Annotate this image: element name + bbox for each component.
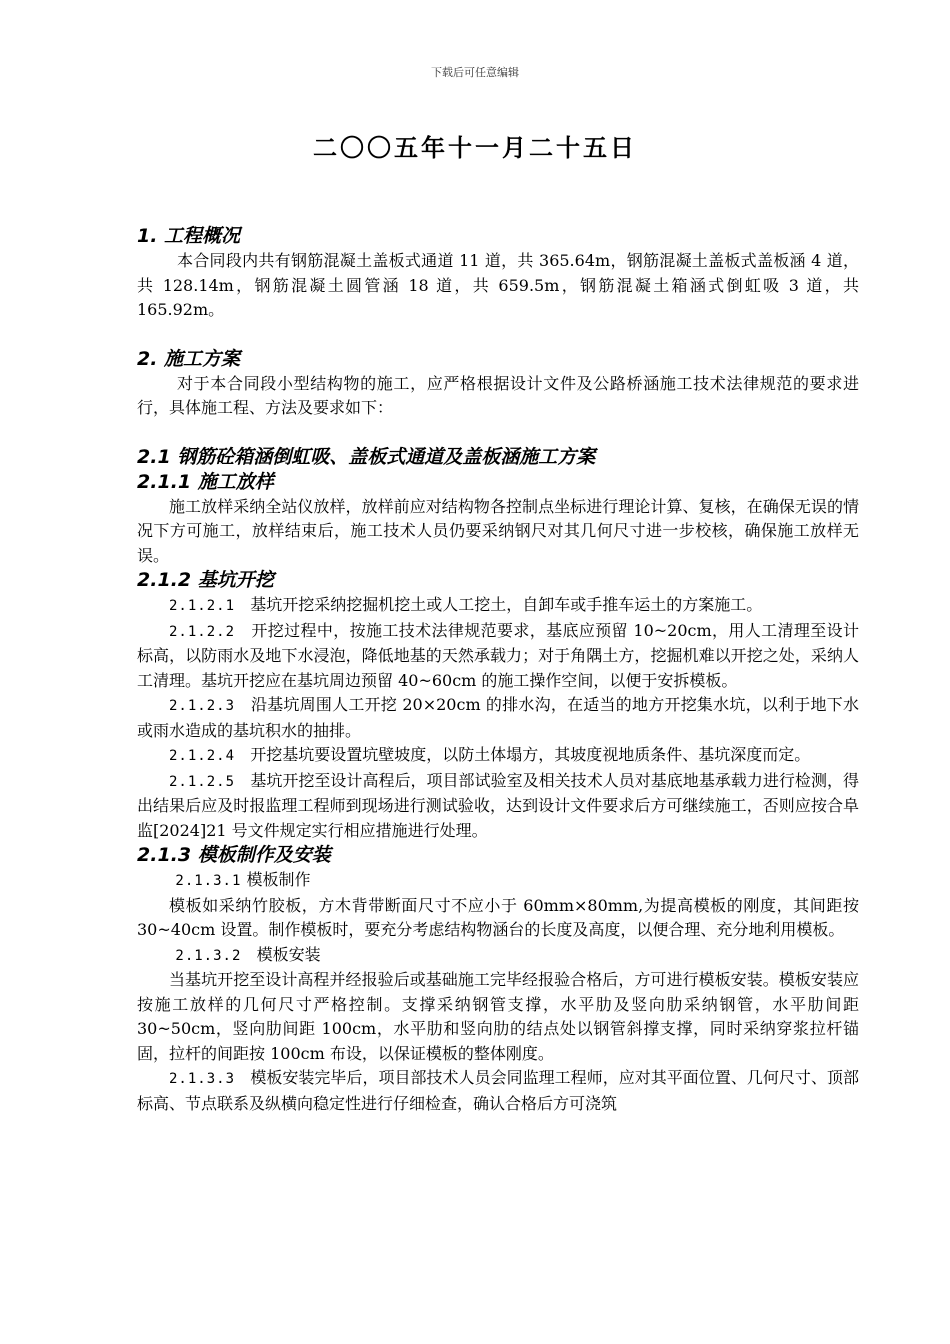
subsection-paragraph: 当基坑开挖至设计高程并经报验后或基础施工完毕经报验合格后，方可进行模板安装。模板安装应按施工放样的几何尺寸严格控制。支撑采纳钢管支撑，水平肋及竖向肋采纳钢管，水平肋间距 30~50cm，竖向肋间距 100cm，水平肋和竖向肋的结点处以钢管斜撑支撑，同时采纳穿浆拉杆锚固，拉杆的间距按 100cm 布设，以保证模板的整体刚度。 (137, 970, 859, 1063)
subsection-title (137, 943, 859, 969)
list-item (137, 619, 859, 694)
item-number: 2.1.2.2 (169, 623, 236, 640)
document-date-title: 二〇〇五年十一月二十五日 (313, 134, 637, 162)
subsection-label: 模板制作 (246, 870, 311, 889)
item-text: 模板安装完毕后，项目部技术人员会同监理工程师，应对其平面位置、几何尺寸、顶部标高、节点联系及纵横向稳定性进行仔细检查，确认合格后方可浇筑 (137, 1068, 859, 1113)
item-number: 2.1.2.4 (169, 748, 236, 764)
list-item (137, 769, 859, 844)
section-heading-2-1: 2.1 钢筋砼箱涵倒虹吸、盖板式通道及盖板涵施工方案 (137, 445, 596, 468)
item-number: 2.1.2.1 (169, 598, 236, 614)
section-heading-1: 1. 工程概况 (137, 225, 241, 247)
item-text: 基坑开挖至设计高程后，项目部试验室及相关技术人员对基底地基承载力进行检测，得出结果后应及时报监理工程师到现场进行测试验收，达到设计文件要求后方可继续施工，否则应按合阜监[2024]21 号文件规定实行相应措施进行处理。 (137, 770, 859, 840)
list-item (137, 743, 859, 769)
section-heading-2: 2. 施工方案 (137, 347, 241, 370)
list-item (137, 593, 859, 619)
section-heading-2-1-1: 2.1.1 施工放样 (137, 470, 274, 493)
item-number: 2.1.3.3 (169, 1071, 236, 1087)
item-text: 开挖基坑要设置坑壁坡度，以防土体塌方，其坡度视地质条件、基坑深度而定。 (250, 745, 811, 764)
item-number: 2.1.2.3 (169, 698, 236, 714)
item-number: 2.1.2.5 (169, 773, 236, 790)
list-item (137, 1066, 859, 1116)
subsection-number: 2.1.3.1 (175, 873, 242, 889)
section-1-paragraph: 本合同段内共有钢筋混凝土盖板式通道 11 道，共 365.64m，钢筋混凝土盖板式盖板涵 4 道，共 128.14m，钢筋混凝土圆管涵 18 道，共 659.5m，钢筋混凝土箱涵式倒虹吸 3 道，共 165.92m。 (137, 251, 859, 319)
section-2-1-1-paragraph: 施工放样采纳全站仪放样，放样前应对结构物各控制点坐标进行理论计算、复核，在确保无误的情况下方可施工，放样结束后，施工技术人员仍要采纳钢尺对其几何尺寸进一步校核，确保施工放样无误。 (137, 496, 859, 565)
item-text: 沿基坑周围人工开挖 20×20cm 的排水沟，在适当的地方开挖集水坑，以利于地下水或雨水造成的基坑积水的抽排。 (137, 695, 859, 740)
subsection-number: 2.1.3.2 (175, 947, 242, 964)
list-item (137, 693, 859, 743)
item-text: 基坑开挖采纳挖掘机挖土或人工挖土，自卸车或手推车运土的方案施工。 (250, 595, 763, 614)
section-heading-2-1-3: 2.1.3 模板制作及安装 (137, 844, 331, 866)
item-text: 开挖过程中，按施工技术法律规范要求，基底应预留 10~20cm，用人工清理至设计标高，以防雨水及地下水浸泡，降低地基的天然承载力；对于角隅土方，挖掘机难以开挖之处，采纳人工清理。基坑开挖应在基坑周边预留 40~60cm 的施工操作空间，以便于安拆模板。 (137, 620, 859, 690)
section-2-paragraph: 对于本合同段小型结构物的施工，应严格根据设计文件及公路桥涵施工技术法律规范的要求进行，具体施工程、方法及要求如下： (137, 373, 859, 417)
document-body (137, 224, 859, 1116)
section-heading-2-1-2: 2.1.2 基坑开挖 (137, 569, 274, 591)
subsection-title (137, 868, 859, 894)
subsection-paragraph: 模板如采纳竹胶板，方木背带断面尺寸不应小于 60mm×80mm,为提高模板的刚度，其间距按 30~40cm 设置。制作模板时，要充分考虑结构物涵台的长度及高度，以便合理、充分地利用模板。 (137, 895, 859, 939)
watermark-text: 下载后可任意编辑 (431, 66, 519, 79)
subsection-label: 模板安装 (256, 944, 321, 964)
